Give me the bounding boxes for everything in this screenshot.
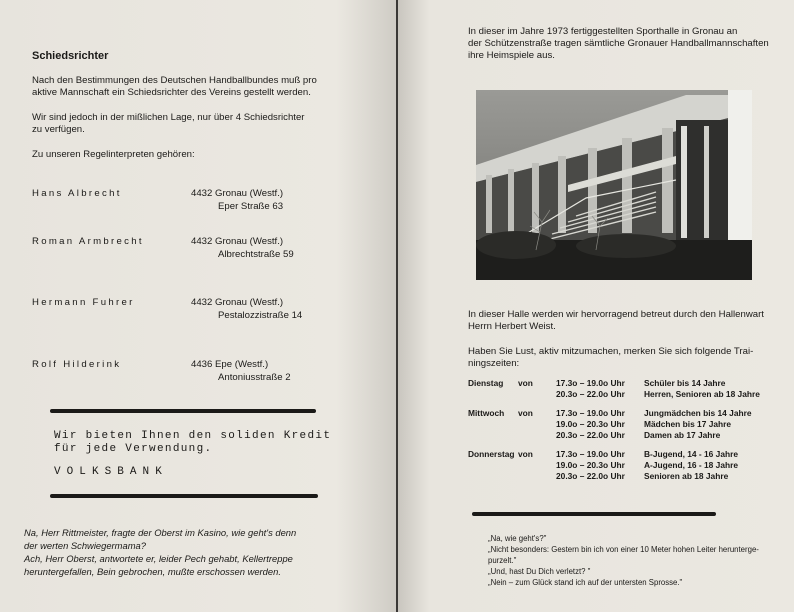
time-cell: 17.3o – 19.0o Uhr	[556, 408, 625, 418]
time-cell: 17.3o – 19.0o Uhr	[556, 449, 625, 459]
ad-rule-bottom	[50, 494, 318, 498]
section-heading: Schiedsrichter	[32, 50, 109, 62]
group-cell: Senioren ab 18 Jahre	[644, 471, 729, 481]
day-cell: Mittwoch	[468, 408, 505, 418]
dialog-line: „Nicht besonders: Gestern bin ich von einer 10 Meter hohen Leiter herunterge-	[488, 545, 759, 554]
intro-line: In dieser im Jahre 1973 fertiggestellten Sporthalle in Gronau an	[468, 26, 738, 37]
table-row	[468, 378, 760, 389]
referee-name: Roman Armbrecht	[32, 236, 144, 247]
group-cell: B-Jugend, 14 - 16 Jahre	[644, 449, 739, 459]
von-cell: von	[518, 449, 533, 459]
day-cell: Dienstag	[468, 378, 504, 388]
table-row	[468, 460, 760, 471]
group-cell: A-Jugend, 16 - 18 Jahre	[644, 460, 739, 470]
dialog-line: purzelt."	[488, 556, 517, 565]
divider-rule	[472, 512, 716, 516]
sports-hall-photo	[476, 90, 752, 280]
referee-street: Eper Straße 63	[218, 201, 284, 212]
von-cell: von	[518, 408, 533, 418]
ad-line: Wir bieten Ihnen den soliden Kredit	[54, 430, 332, 442]
ad-brand: VOLKSBANK	[54, 466, 168, 478]
left-page	[0, 0, 396, 612]
referee-city: 4436 Epe (Westf.)	[191, 359, 269, 370]
ad-line: für jede Verwendung.	[54, 443, 213, 455]
group-cell: Mädchen bis 17 Jahre	[644, 419, 732, 429]
time-cell: 20.3o – 22.0o Uhr	[556, 430, 625, 440]
training-intro-line: Haben Sie Lust, aktiv mitzumachen, merken Sie sich folgende Trai-	[468, 346, 754, 357]
dialog-line: „Nein – zum Glück stand ich auf der untersten Sprosse."	[488, 578, 683, 587]
referee-name: Hans Albrecht	[32, 188, 122, 199]
group-cell: Damen ab 17 Jahre	[644, 430, 721, 440]
group-cell: Jungmädchen bis 14 Jahre	[644, 408, 752, 418]
time-cell: 19.0o – 20.3o Uhr	[556, 419, 625, 429]
paragraph-line: Zu unseren Regelinterpreten gehören:	[32, 149, 195, 160]
joke-line: Na, Herr Rittmeister, fragte der Oberst im Kasino, wie geht's denn	[24, 527, 297, 538]
ad-rule-top	[50, 409, 316, 413]
right-page	[398, 0, 794, 612]
paragraph-line: Wir sind jedoch in der mißlichen Lage, nur über 4 Schiedsrichter	[32, 112, 305, 123]
von-cell: von	[518, 378, 533, 388]
referee-city: 4432 Gronau (Westf.)	[191, 236, 284, 247]
day-cell: Donnerstag	[468, 449, 515, 459]
table-row	[468, 419, 760, 430]
referee-name: Hermann Fuhrer	[32, 297, 135, 308]
time-cell: 19.0o – 20.3o Uhr	[556, 460, 625, 470]
caretaker-line: In dieser Halle werden wir hervorragend betreut durch den Hallenwart	[468, 309, 764, 320]
referee-street: Albrechtstraße 59	[218, 249, 294, 260]
joke-line: der werten Schwiegermama?	[24, 540, 146, 551]
group-cell: Schüler bis 14 Jahre	[644, 378, 726, 388]
caretaker-line: Herrn Herbert Weist.	[468, 321, 556, 332]
table-row	[468, 408, 760, 419]
referee-street: Pestalozzistraße 14	[218, 310, 303, 321]
time-cell: 17.3o – 19.0o Uhr	[556, 378, 625, 388]
paragraph-line: Nach den Bestimmungen des Deutschen Handballbundes muß pro	[32, 75, 317, 86]
intro-line: der Schützenstraße tragen sämtliche Gronauer Handballmannschaften	[468, 38, 769, 49]
table-row	[468, 471, 760, 482]
table-row	[468, 430, 760, 441]
time-cell: 20.3o – 22.0o Uhr	[556, 471, 625, 481]
sports-hall-photo-graphic	[476, 90, 752, 280]
training-intro-line: ningszeiten:	[468, 358, 520, 369]
joke-line: heruntergefallen, Bein gebrochen, mußte erschossen werden.	[24, 566, 281, 577]
training-schedule-table	[468, 378, 760, 482]
dialog-line: „Na, wie geht's?"	[488, 534, 547, 543]
paragraph-line: aktive Mannschaft ein Schiedsrichter des Vereins gestellt werden.	[32, 87, 311, 98]
dialog-line: „Und, hast Du Dich verletzt? "	[488, 567, 591, 576]
joke-line: Ach, Herr Oberst, antwortete er, leider Pech gehabt, Kellertreppe	[24, 553, 293, 564]
time-cell: 20.3o – 22.0o Uhr	[556, 389, 625, 399]
paragraph-line: zu verfügen.	[32, 124, 85, 135]
referee-city: 4432 Gronau (Westf.)	[191, 297, 284, 308]
referee-street: Antoniusstraße 2	[218, 372, 291, 383]
table-row	[468, 449, 760, 460]
referee-name: Rolf Hilderink	[32, 359, 122, 370]
intro-line: ihre Heimspiele aus.	[468, 50, 555, 61]
table-row	[468, 389, 760, 400]
referee-city: 4432 Gronau (Westf.)	[191, 188, 284, 199]
group-cell: Herren, Senioren ab 18 Jahre	[644, 389, 760, 399]
